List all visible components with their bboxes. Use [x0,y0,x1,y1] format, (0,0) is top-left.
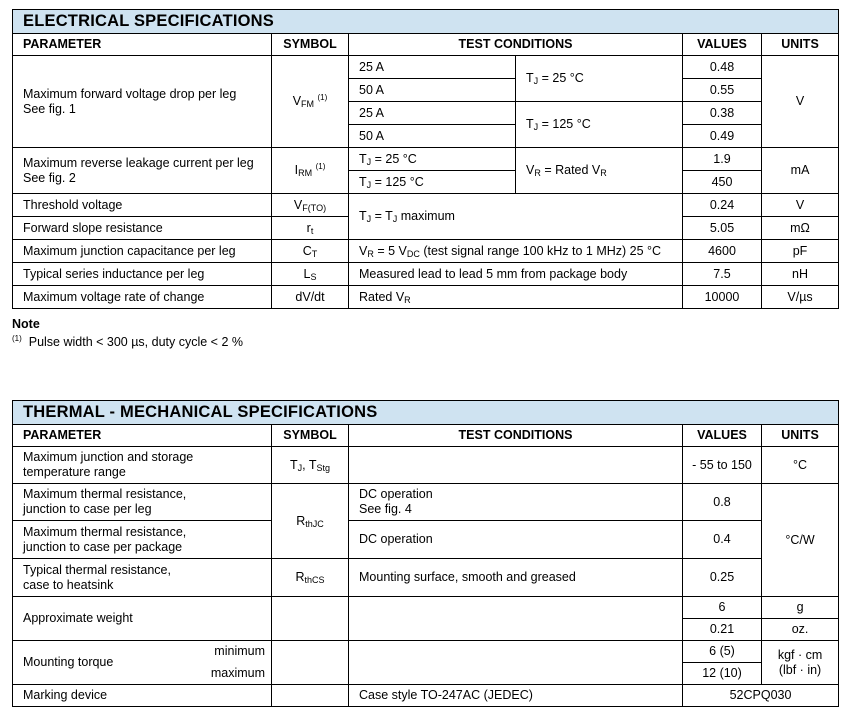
note-marker: (1) [12,333,22,343]
capacitance-condition: $V_R = 5$ $V_{DC}$ (test signal range 100 kHz to 1 MHz) 25 °C [349,240,683,263]
weight-unit-g: g [762,597,839,619]
vfm-unit: V [762,56,839,148]
col-header-units: UNITS [762,34,839,56]
torque-symbol [272,641,349,685]
vfm-current-2: 50 A [349,79,516,102]
table-row [13,194,839,217]
table-row [13,484,839,521]
capacitance-parameter: Maximum junction capacitance per leg [13,240,272,263]
col-header-test-conditions: TEST CONDITIONS [349,34,683,56]
rthcs-value: 0.25 [683,559,762,597]
inductance-symbol: $L_S$ [272,263,349,286]
rthjc-package-parameter: Maximum thermal resistance, junction to case per package [13,521,272,559]
note-text: $^{(1)}$ Pulse width < 300 µs, duty cycle < 2 % [12,333,243,349]
irm-tj125: $T_J = 125$ °C [349,171,516,194]
thermal-mechanical-specifications-table [12,400,839,707]
storage-symbol: $T_J$, $T_{Stg}$ [272,447,349,484]
electrical-title: ELECTRICAL SPECIFICATIONS [13,10,839,34]
col-header-symbol: SYMBOL [272,425,349,447]
dvdt-unit: V/µs [762,286,839,309]
torque-condition [349,641,683,685]
electrical-specifications-table [12,9,839,309]
col-header-values: VALUES [683,34,762,56]
torque-value-max: 12 (10) [683,663,762,685]
vfm-current-4: 50 A [349,125,516,148]
col-header-values: VALUES [683,425,762,447]
table-row [13,148,839,171]
thermal-resistance-unit: °C/W [762,484,839,597]
weight-unit-oz: oz. [762,619,839,641]
col-header-symbol: SYMBOL [272,34,349,56]
inductance-parameter: Typical series inductance per leg [13,263,272,286]
irm-parameter: Maximum reverse leakage current per leg See fig. 2 [13,148,272,194]
capacitance-unit: pF [762,240,839,263]
rthjc-package-condition: DC operation [349,521,683,559]
slope-parameter: Forward slope resistance [13,217,272,240]
irm-value-1: 1.9 [683,148,762,171]
thermal-header-row [13,425,839,447]
irm-value-2: 450 [683,171,762,194]
inductance-condition: Measured lead to lead 5 mm from package body [349,263,683,286]
table-row [13,559,839,597]
torque-max-label: maximum [190,663,272,685]
vfm-symbol: $V_{FM}$ $^{(1)}$ [272,56,349,148]
inductance-value: 7.5 [683,263,762,286]
weight-symbol [272,597,349,641]
rthjc-leg-condition: DC operation See fig. 4 [349,484,683,521]
table-row [13,685,839,707]
vfm-value-3: 0.38 [683,102,762,125]
table-row [13,521,839,559]
threshold-symbol: $V_{F(TO)}$ [272,194,349,217]
marking-condition: Case style TO-247AC (JEDEC) [349,685,683,707]
weight-value-oz: 0.21 [683,619,762,641]
threshold-value: 0.24 [683,194,762,217]
weight-condition [349,597,683,641]
weight-value-g: 6 [683,597,762,619]
col-header-parameter: PARAMETER [13,34,272,56]
threshold-parameter: Threshold voltage [13,194,272,217]
irm-unit: mA [762,148,839,194]
rthcs-condition: Mounting surface, smooth and greased [349,559,683,597]
dvdt-condition: Rated $V_R$ [349,286,683,309]
col-header-test-conditions: TEST CONDITIONS [349,425,683,447]
slope-symbol: $r_t$ [272,217,349,240]
col-header-parameter: PARAMETER [13,425,272,447]
col-header-units: UNITS [762,425,839,447]
storage-condition [349,447,683,484]
table-row [13,597,839,619]
table-row [13,286,839,309]
rthjc-package-value: 0.4 [683,521,762,559]
storage-parameter: Maximum junction and storage temperature range [13,447,272,484]
rthcs-parameter: Typical thermal resistance, case to heatsink [13,559,272,597]
table-row [13,240,839,263]
marking-parameter: Marking device [13,685,272,707]
electrical-header-row [13,34,839,56]
dvdt-parameter: Maximum voltage rate of change [13,286,272,309]
marking-symbol [272,685,349,707]
vfm-parameter: Maximum forward voltage drop per leg See fig. 1 [13,56,272,148]
capacitance-value: 4600 [683,240,762,263]
note-heading: Note [12,317,40,331]
slope-value: 5.05 [683,217,762,240]
vfm-current-3: 25 A [349,102,516,125]
vfm-value-1: 0.48 [683,56,762,79]
thermal-title: THERMAL - MECHANICAL SPECIFICATIONS [13,401,839,425]
vfm-tj25: $T_J = 25$ °C [516,56,683,102]
torque-value-min: 6 (5) [683,641,762,663]
irm-vr-condition: $V_R$ = Rated $V_R$ [516,148,683,194]
vfm-value-2: 0.55 [683,79,762,102]
rthcs-symbol: $R_{thCS}$ [272,559,349,597]
dvdt-value: 10000 [683,286,762,309]
dvdt-symbol: dV/dt [272,286,349,309]
storage-unit: °C [762,447,839,484]
rthjc-symbol: $R_{thJC}$ [272,484,349,559]
slope-unit: mΩ [762,217,839,240]
torque-min-label: minimum [190,641,272,663]
vfm-tj125: $T_J = 125$ °C [516,102,683,148]
table-row [13,641,839,663]
capacitance-symbol: $C_T$ [272,240,349,263]
irm-tj25: $T_J = 25$ °C [349,148,516,171]
table-row [13,263,839,286]
irm-symbol: $I_{RM}$ $^{(1)}$ [272,148,349,194]
table-row [13,56,839,79]
marking-value: 52CPQ030 [683,685,839,707]
torque-parameter: Mounting torque [13,641,190,685]
vfm-value-4: 0.49 [683,125,762,148]
storage-value: - 55 to 150 [683,447,762,484]
inductance-unit: nH [762,263,839,286]
vfm-current-1: 25 A [349,56,516,79]
weight-parameter: Approximate weight [13,597,272,641]
tj-max-condition: $T_J = T_J$ maximum [349,194,683,240]
rthjc-leg-parameter: Maximum thermal resistance, junction to case per leg [13,484,272,521]
rthjc-leg-value: 0.8 [683,484,762,521]
table-row [13,447,839,484]
threshold-unit: V [762,194,839,217]
torque-units: kgf · cm (lbf · in) [762,641,839,685]
